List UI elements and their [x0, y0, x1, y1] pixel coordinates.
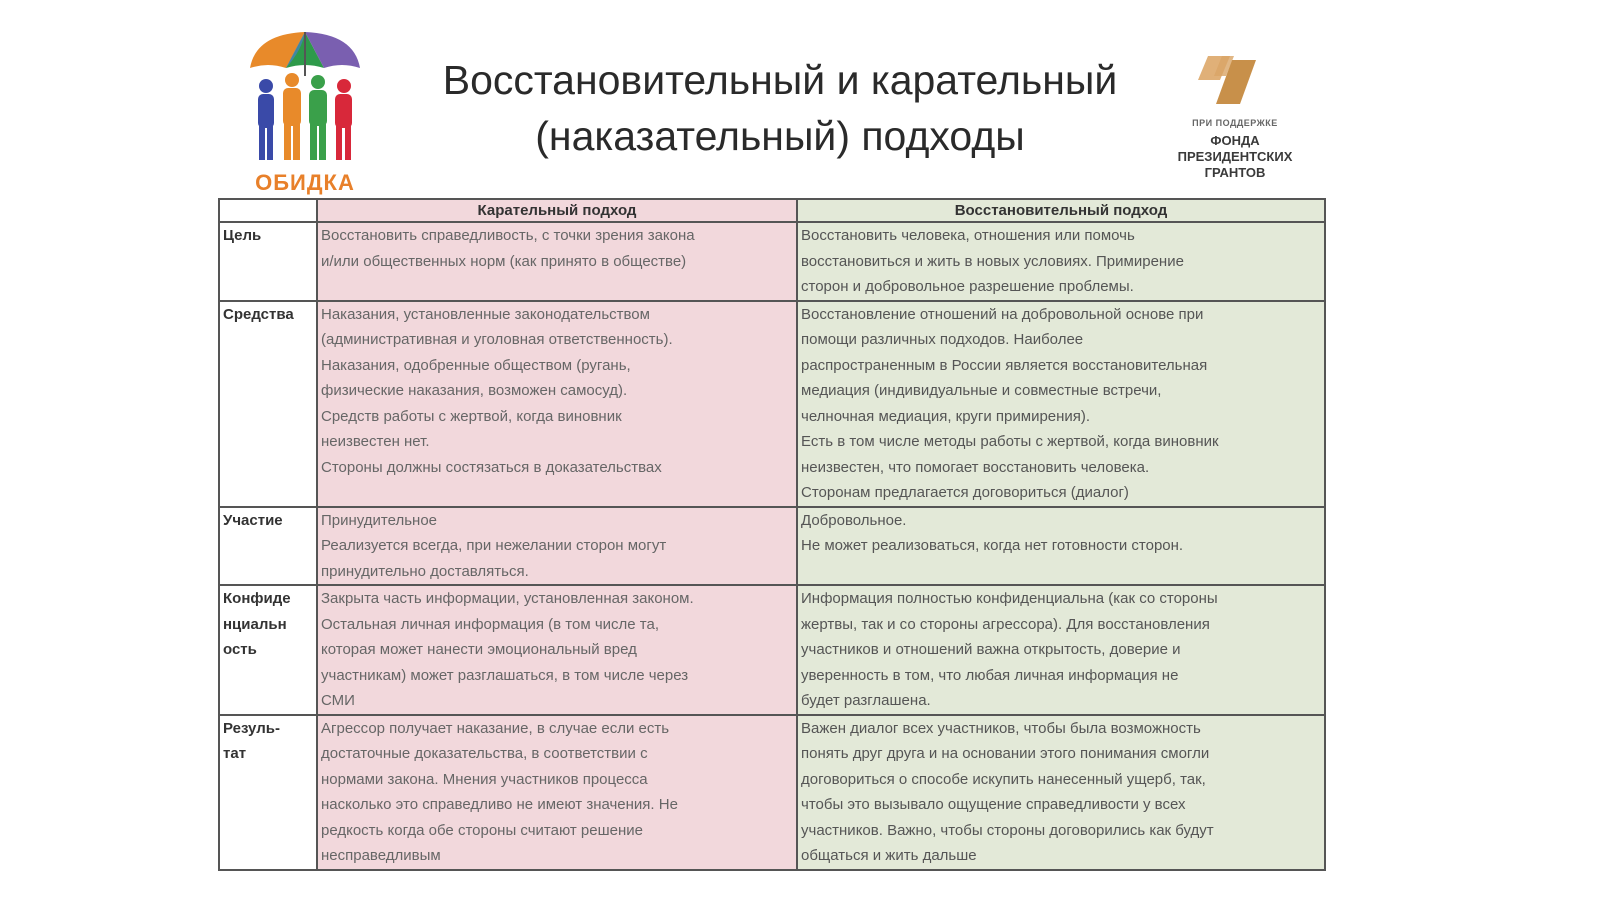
- restorative-cell-line: помощи различных подходов. Наиболее: [801, 331, 1084, 348]
- obidka-logo-text: ОБИДКА: [255, 170, 355, 195]
- page-title: [380, 52, 1180, 164]
- punitive-cell-line: Остальная личная информация (в том числе та,: [321, 615, 659, 633]
- punitive-cell: [317, 585, 797, 715]
- row-label: [219, 301, 317, 507]
- restorative-cell-line: жертвы, так и со стороны агрессора). Для восстановления: [801, 615, 1210, 633]
- punitive-cell-line: несправедливым: [321, 847, 441, 864]
- header-restorative: Восстановительный подход: [797, 199, 1325, 222]
- punitive-cell-line: насколько это справедливо не имеют значения. Не: [321, 796, 678, 813]
- restorative-cell-line: Сторонам предлагается договориться (диалог): [801, 484, 1129, 501]
- punitive-cell-line: Стороны должны состязаться в доказательствах: [321, 458, 662, 476]
- table-row: [219, 222, 1325, 301]
- punitive-cell-line: Агрессор получает наказание, в случае если есть: [321, 719, 670, 737]
- punitive-cell-line: физические наказания, возможен самосуд).: [321, 382, 628, 399]
- punitive-cell-line: которая может нанести эмоциональный вред: [321, 641, 637, 658]
- restorative-cell-line: понять друг друга и на основании этого понимания смогли: [801, 745, 1210, 762]
- punitive-cell-line: неизвестен нет.: [321, 433, 430, 450]
- table-row: [219, 715, 1325, 870]
- restorative-cell: [797, 585, 1325, 715]
- punitive-cell-line: участникам) может разглашаться, в том числе через: [321, 666, 689, 684]
- presidential-grants-logo: [1160, 50, 1310, 190]
- punitive-cell-line: Принудительное: [321, 511, 438, 529]
- restorative-cell-line: Информация полностью конфиденциальна (как со стороны: [801, 590, 1218, 607]
- table-row: [219, 301, 1325, 507]
- row-label: [219, 222, 317, 301]
- restorative-cell-line: договориться о способе искупить нанесенный ущерб, так,: [801, 770, 1206, 788]
- restorative-cell-line: уверенность в том, что любая личная информация не: [801, 666, 1179, 684]
- restorative-cell-line: сторон и добровольное разрешение проблемы.: [801, 278, 1134, 295]
- fund-support-text: ПРИ ПОДДЕРЖКЕ: [1192, 118, 1278, 128]
- restorative-cell-line: чтобы это вызывало ощущение справедливости у всех: [801, 796, 1186, 813]
- restorative-cell-line: общаться и жить дальше: [801, 847, 977, 864]
- punitive-cell-line: Закрыта часть информации, установленная законом.: [321, 590, 694, 607]
- restorative-cell-line: будет разглашена.: [801, 692, 931, 709]
- punitive-cell: [317, 715, 797, 870]
- punitive-cell-line: редкость когда обе стороны считают решение: [321, 821, 643, 839]
- restorative-cell: [797, 301, 1325, 507]
- restorative-cell-line: Восстановить человека, отношения или помочь: [801, 227, 1135, 244]
- restorative-cell: [797, 715, 1325, 870]
- fund-name-line-2: ПРЕЗИДЕНТСКИХ: [1177, 149, 1293, 164]
- row-label-line: Конфиде: [223, 590, 291, 607]
- punitive-cell: [317, 507, 797, 586]
- punitive-cell-line: (административная и уголовная ответственность).: [321, 331, 673, 348]
- restorative-cell-line: участников и отношений важна открытость, доверие и: [801, 641, 1181, 658]
- fund-name-line-3: ГРАНТОВ: [1204, 165, 1266, 180]
- table-row: [219, 585, 1325, 715]
- row-label-line: Цель: [223, 227, 262, 244]
- punitive-cell-line: нормами закона. Мнения участников процесса: [321, 770, 648, 788]
- punitive-cell-line: достаточные доказательства, в соответствии с: [321, 745, 648, 762]
- restorative-cell-line: восстановиться и жить в новых условиях. Примирение: [801, 252, 1184, 270]
- row-label-line: Резуль-: [223, 719, 280, 737]
- row-label-line: нциальн: [223, 615, 287, 633]
- obidka-logo: [246, 28, 368, 198]
- punitive-cell-line: принудительно доставляться.: [321, 562, 529, 580]
- row-label-line: ость: [223, 641, 257, 658]
- punitive-cell-line: и/или общественных норм (как принято в обществе): [321, 252, 687, 270]
- restorative-cell-line: Восстановление отношений на добровольной основе при: [801, 305, 1204, 323]
- comparison-table: [218, 198, 1326, 871]
- punitive-cell-line: Наказания, одобренные обществом (ругань,: [321, 356, 631, 374]
- punitive-cell: [317, 222, 797, 301]
- restorative-cell-line: челночная медиация, круги примирения).: [801, 407, 1091, 425]
- punitive-cell-line: Восстановить справедливость, с точки зрения закона: [321, 227, 695, 244]
- restorative-cell: [797, 222, 1325, 301]
- restorative-cell-line: Важен диалог всех участников, чтобы была возможность: [801, 719, 1201, 737]
- table-header-row: [219, 199, 1325, 222]
- fund-name-line-1: ФОНДА: [1210, 133, 1260, 148]
- punitive-cell-line: СМИ: [321, 692, 355, 709]
- restorative-cell-line: неизвестен, что помогает восстановить человека.: [801, 458, 1150, 476]
- restorative-cell-line: Не может реализоваться, когда нет готовности сторон.: [801, 537, 1184, 554]
- table-row: [219, 507, 1325, 586]
- punitive-cell-line: Реализуется всегда, при нежелании сторон могут: [321, 537, 667, 554]
- row-label: [219, 507, 317, 586]
- presidential-grants-icon: [1160, 50, 1310, 114]
- restorative-cell-line: Есть в том числе методы работы с жертвой, когда виновник: [801, 433, 1219, 450]
- header-punitive: Карательный подход: [317, 199, 797, 222]
- punitive-cell-line: Наказания, установленные законодательством: [321, 305, 650, 323]
- title-line-1: Восстановительный и карательный: [442, 57, 1118, 103]
- punitive-cell: [317, 301, 797, 507]
- restorative-cell-line: Добровольное.: [801, 511, 907, 529]
- header-empty-cell: [219, 199, 317, 222]
- row-label: [219, 715, 317, 870]
- restorative-cell: [797, 507, 1325, 586]
- umbrella-people-icon: [246, 28, 364, 168]
- row-label-line: тат: [223, 745, 247, 762]
- punitive-cell-line: Средств работы с жертвой, когда виновник: [321, 407, 622, 425]
- restorative-cell-line: участников. Важно, чтобы стороны договорились как будут: [801, 821, 1214, 839]
- row-label-line: Участие: [223, 511, 283, 529]
- row-label-line: Средства: [223, 305, 294, 323]
- fund-name: [1160, 133, 1310, 181]
- title-line-2: (наказательный) подходы: [535, 113, 1025, 159]
- row-label: [219, 585, 317, 715]
- restorative-cell-line: распространенным в России является восстановительная: [801, 356, 1208, 374]
- restorative-cell-line: медиация (индивидуальные и совместные встречи,: [801, 382, 1162, 399]
